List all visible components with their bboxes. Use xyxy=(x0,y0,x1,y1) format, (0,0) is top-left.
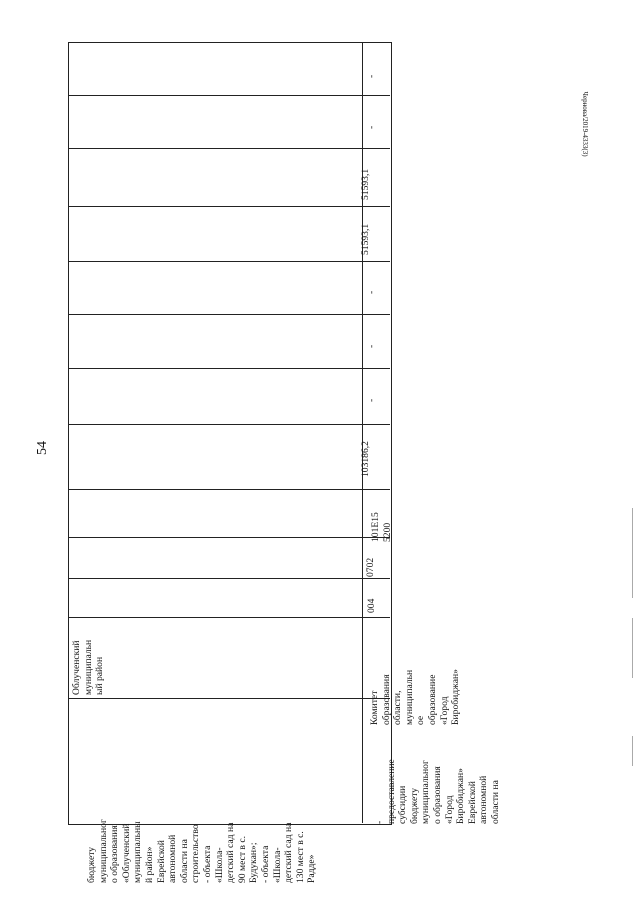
scan-mark xyxy=(632,618,633,678)
column-divider xyxy=(68,424,390,425)
row2-purpose-cell: - предоставление субсидии бюджету муниципальног о образования «Город Биробиджан» Еврейской автономной области на xyxy=(374,759,501,824)
row1-purpose-cell: бюджету муниципальног о образования «Облученский муниципальны й район» Еврейской автономной области на строительство - объекта «Школа- детский сад на 90 мест в с. Будукан»; - объекта «Школа- детский сад на 130 мест в с. Радде» xyxy=(86,819,318,883)
column-divider xyxy=(68,368,390,369)
column-divider xyxy=(68,489,390,490)
column-divider xyxy=(68,617,390,618)
column-divider xyxy=(68,95,390,96)
scan-mark xyxy=(632,736,633,766)
row1-recipient-cell: Облученский муниципальн ый район xyxy=(71,639,106,695)
row2-col11-cell: - xyxy=(366,125,377,129)
row2-col9-cell: 51593,1 xyxy=(360,223,371,255)
document-code-note: Чернова/2019-4333(3) xyxy=(581,91,589,157)
column-divider xyxy=(68,537,390,538)
row2-col10-cell: 51593,1 xyxy=(360,168,371,200)
row2-col12-cell: - xyxy=(366,74,377,78)
row2-recipient-cell: Комитет образования области, муниципальн ое образование «Город Биробиджан» xyxy=(369,669,462,725)
page-number: 54 xyxy=(35,441,50,455)
column-divider xyxy=(68,578,390,579)
row2-col6-cell: - xyxy=(366,398,377,402)
row2-section-cell: 0702 xyxy=(365,557,376,577)
column-divider xyxy=(68,148,390,149)
row2-col8-cell: - xyxy=(366,290,377,294)
row2-code-cell: 004 xyxy=(366,598,377,613)
row2-total-cell: 103186,2 xyxy=(360,441,371,477)
column-divider xyxy=(68,261,390,262)
column-divider xyxy=(68,698,390,699)
column-divider xyxy=(68,314,390,315)
row2-col7-cell: - xyxy=(366,344,377,348)
row2-target-cell: 101E15 5200 xyxy=(370,512,393,542)
table-frame xyxy=(68,42,392,825)
column-divider xyxy=(68,206,390,207)
scan-mark xyxy=(632,508,633,598)
